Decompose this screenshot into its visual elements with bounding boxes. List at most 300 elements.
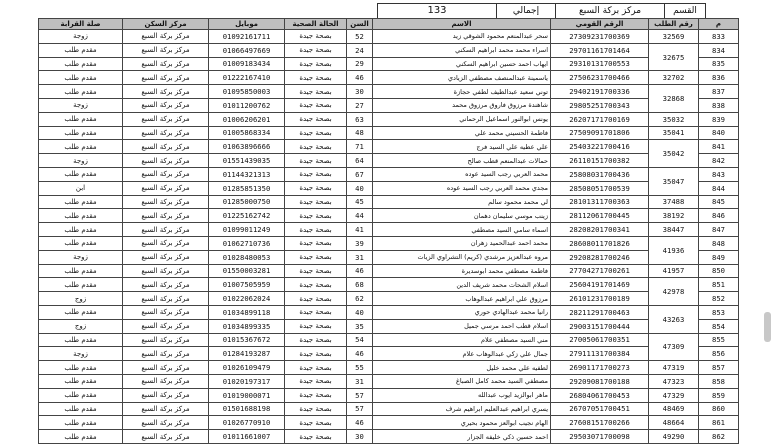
request-number: 48664 [649, 416, 699, 430]
national-id: 25403221700416 [551, 140, 649, 154]
table-row [39, 416, 739, 430]
health-status: بصحة جيدة [285, 195, 347, 209]
person-name: علي عطيه علي السيد فرج [373, 140, 551, 154]
mobile: 01099011249 [209, 223, 285, 237]
age: 30 [347, 85, 373, 99]
health-status: بصحة جيدة [285, 430, 347, 444]
age: 35 [347, 319, 373, 333]
national-id: 28508051700539 [551, 181, 649, 195]
mobile: 01066497669 [209, 43, 285, 57]
age: 68 [347, 278, 373, 292]
table-row [39, 154, 739, 168]
request-number: 38192 [649, 209, 699, 223]
table-row [39, 402, 739, 416]
residence-center: مركز بركة السبع [123, 278, 209, 292]
national-id: 29503071700098 [551, 430, 649, 444]
table-row [39, 126, 739, 140]
health-status: بصحة جيدة [285, 250, 347, 264]
table-row [39, 98, 739, 112]
relationship: ابن [39, 181, 123, 195]
row-number: 842 [699, 154, 739, 168]
row-number: 834 [699, 43, 739, 57]
relationship: مقدم طلب [39, 71, 123, 85]
sheet-header [378, 3, 706, 19]
mobile: 01009183434 [209, 57, 285, 71]
residence-center: مركز بركة السبع [123, 181, 209, 195]
row-number: 851 [699, 278, 739, 292]
residence-center: مركز بركة السبع [123, 374, 209, 388]
row-number: 858 [699, 374, 739, 388]
table-row [39, 250, 739, 264]
relationship: مقدم طلب [39, 264, 123, 278]
table-body [39, 30, 739, 444]
national-id: 25808031700436 [551, 167, 649, 181]
health-status: بصحة جيدة [285, 85, 347, 99]
residence-center: مركز بركة السبع [123, 236, 209, 250]
health-status: بصحة جيدة [285, 333, 347, 347]
person-name: اسراء محمد محمد ابراهيم السكني [373, 43, 551, 57]
row-number: 854 [699, 319, 739, 333]
age: 64 [347, 154, 373, 168]
column-header: السن [347, 19, 373, 30]
age: 57 [347, 388, 373, 402]
request-number: 32702 [649, 71, 699, 85]
column-header: م [699, 19, 739, 30]
age: 48 [347, 126, 373, 140]
relationship: مقدم طلب [39, 85, 123, 99]
row-number: 838 [699, 98, 739, 112]
national-id: 29805251700343 [551, 98, 649, 112]
person-name: فاطمة الحسيني محمد علي [373, 126, 551, 140]
national-id: 27506231700466 [551, 71, 649, 85]
row-number: 839 [699, 112, 739, 126]
residence-center: مركز بركة السبع [123, 30, 209, 44]
health-status: بصحة جيدة [285, 402, 347, 416]
residence-center: مركز بركة السبع [123, 430, 209, 444]
mobile: 01550003281 [209, 264, 285, 278]
row-number: 833 [699, 30, 739, 44]
mobile: 01006206201 [209, 112, 285, 126]
person-name: اسلام قطب احمد مرسي جميل [373, 319, 551, 333]
age: 31 [347, 250, 373, 264]
column-header: الرقم القومي [551, 19, 649, 30]
person-name: الهام نجيب ابوالعز محمود بحيري [373, 416, 551, 430]
mobile: 01007505959 [209, 278, 285, 292]
person-name: محمد العربي رجب السيد عوده [373, 167, 551, 181]
row-number: 861 [699, 416, 739, 430]
total-label: إجمالي [496, 3, 556, 19]
column-header: موبايل [209, 19, 285, 30]
person-name: محمد احمد عبدالحميد زهران [373, 236, 551, 250]
health-status: بصحة جيدة [285, 71, 347, 85]
health-status: بصحة جيدة [285, 98, 347, 112]
mobile: 01026770910 [209, 416, 285, 430]
health-status: بصحة جيدة [285, 388, 347, 402]
health-status: بصحة جيدة [285, 112, 347, 126]
health-status: بصحة جيدة [285, 374, 347, 388]
relationship: مقدم طلب [39, 167, 123, 181]
relationship: مقدم طلب [39, 57, 123, 71]
person-name: ماهر ابوالزيد ايوب عبدالله [373, 388, 551, 402]
mobile: 01015367672 [209, 333, 285, 347]
national-id: 26101231700189 [551, 292, 649, 306]
residence-center: مركز بركة السبع [123, 154, 209, 168]
person-name: شاهندة مرزوق فاروق مرزوق محمد [373, 98, 551, 112]
residence-center: مركز بركة السبع [123, 250, 209, 264]
health-status: بصحة جيدة [285, 223, 347, 237]
table-row [39, 112, 739, 126]
age: 46 [347, 71, 373, 85]
person-name: مجدي محمد العربي رجب السيد عوده [373, 181, 551, 195]
national-id: 28101311700363 [551, 195, 649, 209]
mobile: 01005868334 [209, 126, 285, 140]
relationship: مقدم طلب [39, 236, 123, 250]
mobile: 01011661007 [209, 430, 285, 444]
person-name: اسماء سامي السيد مصطفي [373, 223, 551, 237]
age: 30 [347, 430, 373, 444]
residence-center: مركز بركة السبع [123, 388, 209, 402]
row-number: 855 [699, 333, 739, 347]
national-id: 26110151700382 [551, 154, 649, 168]
table-row [39, 347, 739, 361]
table-row [39, 333, 739, 347]
table-row [39, 209, 739, 223]
residence-center: مركز بركة السبع [123, 195, 209, 209]
table-row [39, 305, 739, 319]
center-name: مركز بركة السبع [555, 3, 665, 19]
national-id: 29003151700444 [551, 319, 649, 333]
mobile: 01026109479 [209, 361, 285, 375]
health-status: بصحة جيدة [285, 140, 347, 154]
row-number: 860 [699, 402, 739, 416]
mobile: 01284193287 [209, 347, 285, 361]
mobile: 01501688198 [209, 402, 285, 416]
residence-center: مركز بركة السبع [123, 98, 209, 112]
residence-center: مركز بركة السبع [123, 167, 209, 181]
request-number: 47309 [649, 333, 699, 361]
health-status: بصحة جيدة [285, 30, 347, 44]
row-number: 837 [699, 85, 739, 99]
health-status: بصحة جيدة [285, 264, 347, 278]
row-number: 857 [699, 361, 739, 375]
age: 71 [347, 140, 373, 154]
table-row [39, 236, 739, 250]
national-id: 26804061700453 [551, 388, 649, 402]
residence-center: مركز بركة السبع [123, 402, 209, 416]
person-name: مني السيد مصطفي علام [373, 333, 551, 347]
table-row [39, 361, 739, 375]
relationship: زوجة [39, 30, 123, 44]
national-id: 29310131700553 [551, 57, 649, 71]
national-id: 28608011701826 [551, 236, 649, 250]
row-number: 856 [699, 347, 739, 361]
health-status: بصحة جيدة [285, 278, 347, 292]
relationship: زوج [39, 292, 123, 306]
health-status: بصحة جيدة [285, 43, 347, 57]
relationship: زوجة [39, 98, 123, 112]
request-number: 47319 [649, 361, 699, 375]
relationship: مقدم طلب [39, 374, 123, 388]
relationship: زوج [39, 319, 123, 333]
age: 24 [347, 43, 373, 57]
mobile: 01285851350 [209, 181, 285, 195]
age: 39 [347, 236, 373, 250]
column-header: الحالة الصحية [285, 19, 347, 30]
request-number: 37488 [649, 195, 699, 209]
request-number: 42978 [649, 278, 699, 306]
residence-center: مركز بركة السبع [123, 223, 209, 237]
health-status: بصحة جيدة [285, 416, 347, 430]
person-name: يونس ابوالنور اسماعيل الرحماني [373, 112, 551, 126]
national-id: 28211291700463 [551, 305, 649, 319]
mobile: 01034899335 [209, 319, 285, 333]
request-number: 35032 [649, 112, 699, 126]
row-number: 859 [699, 388, 739, 402]
table-row [39, 30, 739, 44]
beneficiaries-table [38, 18, 739, 444]
age: 45 [347, 195, 373, 209]
national-id: 26207171700169 [551, 112, 649, 126]
person-name: سحر عبدالمنعم محمود الشوقي زيد [373, 30, 551, 44]
mobile: 01063896666 [209, 140, 285, 154]
request-number: 49290 [649, 430, 699, 444]
health-status: بصحة جيدة [285, 154, 347, 168]
age: 40 [347, 181, 373, 195]
age: 27 [347, 98, 373, 112]
person-name: ياسمينة عبدالمنصف مصطفي الزيادي [373, 71, 551, 85]
mobile: 01222167410 [209, 71, 285, 85]
table-row [39, 430, 739, 444]
national-id: 26901171700273 [551, 361, 649, 375]
mobile: 01019000071 [209, 388, 285, 402]
relationship: زوجة [39, 347, 123, 361]
relationship: مقدم طلب [39, 416, 123, 430]
relationship: مقدم طلب [39, 430, 123, 444]
table-row [39, 181, 739, 195]
table-header-row [39, 19, 739, 30]
row-number: 843 [699, 167, 739, 181]
person-name: فاطمة مصطفي محمد ابوسديرة [373, 264, 551, 278]
person-name: توني سعيد عبدالطيف لطفي حجازة [373, 85, 551, 99]
health-status: بصحة جيدة [285, 292, 347, 306]
row-number: 840 [699, 126, 739, 140]
relationship: مقدم طلب [39, 402, 123, 416]
national-id: 28112061700445 [551, 209, 649, 223]
relationship: مقدم طلب [39, 43, 123, 57]
table-row [39, 223, 739, 237]
relationship: مقدم طلب [39, 126, 123, 140]
national-id: 29402191700336 [551, 85, 649, 99]
column-header: صلة القرابة [39, 19, 123, 30]
relationship: مقدم طلب [39, 195, 123, 209]
national-id: 27911131700384 [551, 347, 649, 361]
mobile: 01092161711 [209, 30, 285, 44]
residence-center: مركز بركة السبع [123, 305, 209, 319]
request-number: 35041 [649, 126, 699, 140]
request-number: 32868 [649, 85, 699, 113]
row-number: 853 [699, 305, 739, 319]
column-header: الاسم [373, 19, 551, 30]
national-id: 27005061700351 [551, 333, 649, 347]
mobile: 01551439035 [209, 154, 285, 168]
table-row [39, 140, 739, 154]
residence-center: مركز بركة السبع [123, 264, 209, 278]
row-number: 835 [699, 57, 739, 71]
residence-center: مركز بركة السبع [123, 416, 209, 430]
age: 41 [347, 223, 373, 237]
mobile: 01144321313 [209, 167, 285, 181]
health-status: بصحة جيدة [285, 319, 347, 333]
residence-center: مركز بركة السبع [123, 209, 209, 223]
person-name: جمال علي زكي عبدالوهاب علام [373, 347, 551, 361]
row-number: 850 [699, 264, 739, 278]
scrollbar-thumb[interactable] [764, 312, 771, 342]
request-number: 41957 [649, 264, 699, 278]
table-row [39, 319, 739, 333]
table-row [39, 195, 739, 209]
row-number: 836 [699, 71, 739, 85]
row-number: 862 [699, 430, 739, 444]
row-number: 846 [699, 209, 739, 223]
table-row [39, 278, 739, 292]
national-id: 29701161701464 [551, 43, 649, 57]
dept-label: القسم [664, 3, 706, 19]
health-status: بصحة جيدة [285, 181, 347, 195]
national-id: 29209081700188 [551, 374, 649, 388]
national-id: 27509091701806 [551, 126, 649, 140]
person-name: مرزوق علي ابراهيم عبدالوهاب [373, 292, 551, 306]
relationship: زوجة [39, 154, 123, 168]
mobile: 01062710736 [209, 236, 285, 250]
health-status: بصحة جيدة [285, 236, 347, 250]
mobile: 01011200762 [209, 98, 285, 112]
person-name: لي محمد محمود سالم [373, 195, 551, 209]
row-number: 845 [699, 195, 739, 209]
request-number: 38447 [649, 223, 699, 237]
residence-center: مركز بركة السبع [123, 57, 209, 71]
residence-center: مركز بركة السبع [123, 126, 209, 140]
relationship: مقدم طلب [39, 388, 123, 402]
table-row [39, 292, 739, 306]
relationship: مقدم طلب [39, 305, 123, 319]
residence-center: مركز بركة السبع [123, 71, 209, 85]
national-id: 27608151700266 [551, 416, 649, 430]
relationship: زوجة [39, 250, 123, 264]
age: 44 [347, 209, 373, 223]
age: 40 [347, 305, 373, 319]
person-name: اسلام الشحات محمد شريف الدين [373, 278, 551, 292]
row-number: 844 [699, 181, 739, 195]
national-id: 25604191701469 [551, 278, 649, 292]
residence-center: مركز بركة السبع [123, 43, 209, 57]
health-status: بصحة جيدة [285, 347, 347, 361]
health-status: بصحة جيدة [285, 361, 347, 375]
age: 52 [347, 30, 373, 44]
mobile: 01225162742 [209, 209, 285, 223]
relationship: مقدم طلب [39, 140, 123, 154]
total-value: 133 [377, 3, 497, 19]
person-name: حمالات عبدالمنعم قطب صالح [373, 154, 551, 168]
age: 31 [347, 374, 373, 388]
age: 54 [347, 333, 373, 347]
person-name: مروه عبدالعزيز مرشدي (كريم) التشراوي الزيات [373, 250, 551, 264]
mobile: 01034899118 [209, 305, 285, 319]
age: 67 [347, 167, 373, 181]
residence-center: مركز بركة السبع [123, 85, 209, 99]
relationship: مقدم طلب [39, 361, 123, 375]
table-row [39, 57, 739, 71]
person-name: يسري ابراهيم عبدالعليم ابراهيم شرف [373, 402, 551, 416]
request-number: 35042 [649, 140, 699, 168]
national-id: 29208281700246 [551, 250, 649, 264]
age: 29 [347, 57, 373, 71]
column-header: مركز السكن [123, 19, 209, 30]
residence-center: مركز بركة السبع [123, 333, 209, 347]
row-number: 849 [699, 250, 739, 264]
row-number: 852 [699, 292, 739, 306]
request-number: 35047 [649, 167, 699, 195]
request-number: 47329 [649, 388, 699, 402]
age: 46 [347, 347, 373, 361]
mobile: 01020197317 [209, 374, 285, 388]
health-status: بصحة جيدة [285, 209, 347, 223]
mobile: 01285000750 [209, 195, 285, 209]
row-number: 841 [699, 140, 739, 154]
age: 55 [347, 361, 373, 375]
person-name: زينب موسي سليمان دهمان [373, 209, 551, 223]
relationship: مقدم طلب [39, 223, 123, 237]
table-row [39, 43, 739, 57]
row-number: 848 [699, 236, 739, 250]
mobile: 01028480053 [209, 250, 285, 264]
request-number: 43263 [649, 305, 699, 333]
table-row [39, 388, 739, 402]
table-row [39, 264, 739, 278]
age: 57 [347, 402, 373, 416]
age: 63 [347, 112, 373, 126]
national-id: 27309231700369 [551, 30, 649, 44]
request-number: 32675 [649, 43, 699, 71]
table-row [39, 85, 739, 99]
age: 46 [347, 264, 373, 278]
request-number: 41936 [649, 236, 699, 264]
person-name: لطفيه علي محمد خليل [373, 361, 551, 375]
person-name: مصطفي السيد محمد كامل الصباغ [373, 374, 551, 388]
residence-center: مركز بركة السبع [123, 112, 209, 126]
age: 46 [347, 416, 373, 430]
relationship: مقدم طلب [39, 278, 123, 292]
request-number: 47323 [649, 374, 699, 388]
person-name: احمد حسين ذكي خليفه الجزار [373, 430, 551, 444]
relationship: مقدم طلب [39, 333, 123, 347]
residence-center: مركز بركة السبع [123, 347, 209, 361]
national-id: 26707051700451 [551, 402, 649, 416]
request-number: 48469 [649, 402, 699, 416]
residence-center: مركز بركة السبع [123, 140, 209, 154]
residence-center: مركز بركة السبع [123, 319, 209, 333]
health-status: بصحة جيدة [285, 57, 347, 71]
health-status: بصحة جيدة [285, 126, 347, 140]
row-number: 847 [699, 223, 739, 237]
column-header: رقم الطلب [649, 19, 699, 30]
mobile: 01095850003 [209, 85, 285, 99]
mobile: 01022062024 [209, 292, 285, 306]
national-id: 27704271700261 [551, 264, 649, 278]
health-status: بصحة جيدة [285, 305, 347, 319]
table-row [39, 167, 739, 181]
table-row [39, 374, 739, 388]
person-name: رانيا محمد عبدالهادي حوري [373, 305, 551, 319]
